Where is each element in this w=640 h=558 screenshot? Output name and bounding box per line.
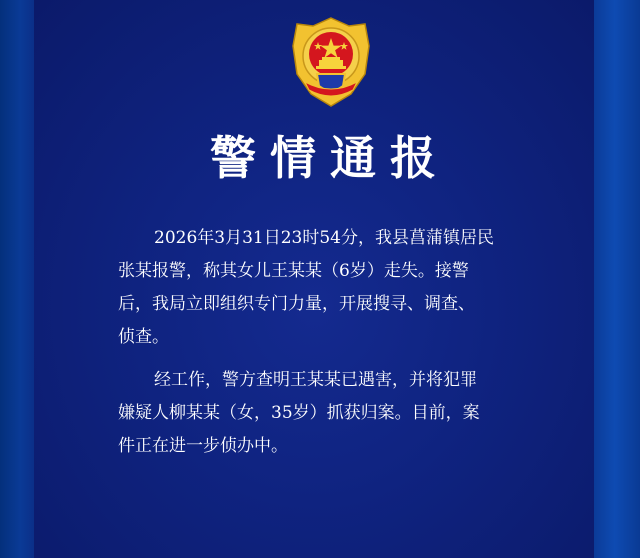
notice-body	[118, 222, 556, 473]
left-edge-band	[0, 0, 34, 558]
paragraph-2	[118, 364, 556, 463]
text-line: 侦查。	[118, 327, 169, 347]
police-emblem-icon	[291, 16, 371, 108]
notice-title: 警情通报	[210, 131, 450, 185]
text-line: 张某报警，称其女儿王某某（6岁）走失。接警	[118, 261, 469, 281]
text-line: 2026年3月31日23时54分，我县菖蒲镇居民	[154, 228, 494, 248]
text-line: 后，我局立即组织专门力量，开展搜寻、调查、	[118, 294, 475, 314]
text-line: 件正在进一步侦办中。	[118, 436, 288, 456]
right-edge-band	[594, 0, 640, 558]
paragraph-1	[118, 222, 556, 354]
text-line: 嫌疑人柳某某（女，35岁）抓获归案。目前，案	[118, 403, 480, 423]
text-line: 经工作，警方查明王某某已遇害，并将犯罪	[154, 370, 477, 390]
